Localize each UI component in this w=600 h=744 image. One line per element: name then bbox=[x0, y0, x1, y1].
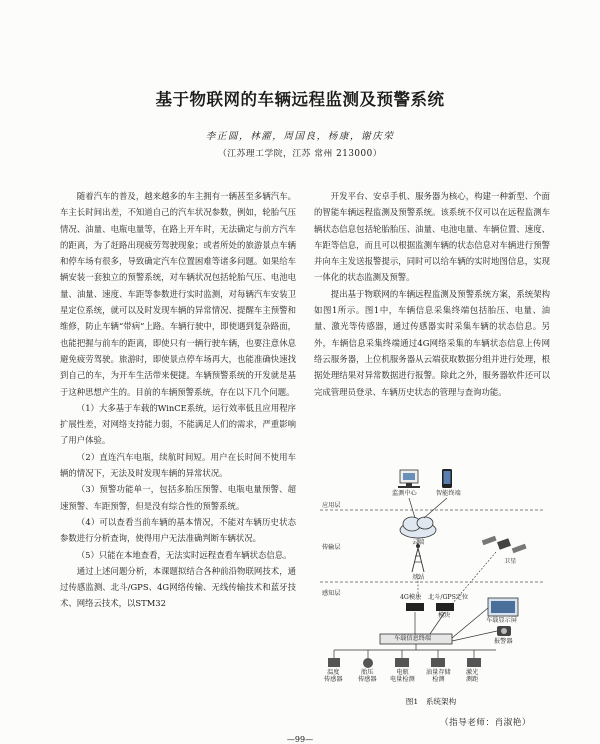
car-display-icon bbox=[488, 598, 518, 616]
paragraph: （1）大多基于车载的WinCE系统，运行效率低且应用程序扩展性差，对网络支持能力弱，不能满足人们的需求，严重影响了用户体验。 bbox=[60, 402, 296, 446]
satellite-icon bbox=[482, 536, 527, 553]
system-architecture-figure bbox=[320, 466, 544, 688]
label-vehicle-terminal: 车载信息终端 bbox=[394, 635, 432, 642]
label-line: 传感器 bbox=[324, 676, 343, 683]
editor-note: （指导老师：肖淑艳） bbox=[440, 718, 531, 728]
gps-module-icon bbox=[436, 603, 454, 611]
label-smart-terminal: 智能终端 bbox=[436, 490, 461, 497]
label-satellite: 卫星 bbox=[504, 558, 517, 565]
label-app-layer: 应用层 bbox=[322, 502, 341, 509]
paper-title: 基于物联网的车辆远程监测及预警系统 bbox=[155, 90, 445, 109]
label-4g-module: 4G模块 bbox=[400, 594, 422, 601]
label-sensing-layer: 感知层 bbox=[322, 590, 341, 597]
label-line: 油量存储 bbox=[426, 669, 451, 676]
body-column-right bbox=[314, 188, 550, 400]
paragraph: 随着汽车的普及，越来越多的车主拥有一辆甚至多辆汽车。车主长时间出差，不知道自己的汽车状况参数，例如，轮胎气压情况、油量、电瓶电量等，在路上开车时，无法确定与前方汽车的距离，为了赶路出现疲劳驾驶现象；或者所处的旅游景点车辆和停车场有很多，导致确定汽车位置困难等诸多问题。如果给车辆安装一套独立的预警系统，对车辆状况包括轮胎气压、电池电量、油量、速度、车距等参数进行实时监测，对每辆汽车安装卫星定位系统，就可以及时发现车辆的异常情况、提醒车主预警和维修，防止车辆“带病”上路。车辆行驶中，即使遇到复杂路面，也能把握与前车的距离，即使只有一辆行驶车辆，也要注意休息避免疲劳驾驶。旅游时，即使景点停车场再大，也能准确快速找到自己的车，为开车生活带来便捷。车辆预警系统的开发就是基于这种思想产生的。目前的车辆预警系统，存在以下几个问题。 bbox=[60, 191, 296, 397]
label-battery bbox=[390, 669, 415, 683]
page-number: —99— bbox=[286, 735, 314, 744]
link-line bbox=[409, 498, 415, 518]
paragraph: （2）直连汽车电瓶，续航时间短。用户在长时间不使用车辆的情况下，无法及时发现车辆的异常状况。 bbox=[60, 451, 296, 479]
label-transport-layer: 传输层 bbox=[322, 544, 341, 551]
label-alarm: 报警器 bbox=[494, 638, 513, 645]
paragraph: 开发平台、安卓手机、服务器为核心，构建一种新型、个面的智能车辆远程监测及预警系统。该系统不仅可以在远程监测车辆状态信息包括轮胎胎压、油量、电池电量、车辆位置、速度、车距等信息，而且可以根据监测车辆的状态信息对车辆进行预警并向车主发送报警提示，同时可以给车辆的实时地图信息，实现一体化的状态监测及预警。 bbox=[314, 191, 550, 283]
label-module: 模块 bbox=[438, 612, 451, 619]
label-line: 传感器 bbox=[358, 676, 377, 683]
label-line: 胎压 bbox=[361, 669, 374, 676]
figure-caption: 图1 系统架构 bbox=[405, 697, 457, 706]
alarm-icon bbox=[497, 626, 511, 636]
body-column-left bbox=[60, 188, 296, 612]
smartphone-icon bbox=[442, 469, 452, 488]
label-cloud: 云端 bbox=[412, 539, 425, 546]
tire-pressure-sensor-icon bbox=[363, 658, 373, 668]
fuel-detector-icon bbox=[431, 658, 445, 667]
label-line: 温度 bbox=[327, 669, 340, 676]
label-fuel bbox=[426, 669, 451, 683]
label-line: 激光 bbox=[466, 669, 479, 676]
label-car-display: 车载显示屏 bbox=[486, 617, 517, 624]
paragraph: （3）预警功能单一，包括多胎压预警、电瓶电量预警、超速预警、车距预警，但是没有综合性的预警系统。 bbox=[60, 484, 296, 511]
battery-detector-icon bbox=[395, 658, 409, 667]
paragraph: （5）只能在本地查看，无法实时远程查看车辆状态信息。 bbox=[76, 549, 292, 560]
label-line: 电量检测 bbox=[390, 676, 415, 683]
paragraph: 提出基于物联网的车辆远程监测及预警系统方案，系统架构如图1所示。图1中，车辆信息采集终端包括胎压、电量、油量、激光等传感器，通过传感器实时采集车辆的状态信息。另外，车辆信息采集终端通过4G网络采集的车辆状态信息上传网络云服务器，上位机服务器从云端获取数据分组并进行处理，根据处理结果对异常数据进行报警。除此之外，服务器软件还可以完成管理员登录、车辆历史状态的管理与查询功能。 bbox=[314, 288, 550, 397]
label-gps-module: 北斗/GPS定位 bbox=[428, 594, 469, 601]
label-line: 测距 bbox=[466, 676, 479, 683]
label-line: 电瓶 bbox=[396, 669, 409, 676]
label-line: 检测 bbox=[432, 676, 445, 683]
label-laser bbox=[466, 669, 478, 683]
4g-module-icon bbox=[406, 603, 424, 611]
monitor-center-icon bbox=[398, 470, 420, 488]
link-line bbox=[424, 498, 447, 518]
paragraph: 通过上述问题分析，本课题拟结合各种前沿物联网技术，通过传感监测、北斗/GPS、4G网络传输、无线传输技术和蓝牙技术、网络云技术，以STM32 bbox=[60, 565, 296, 609]
affiliation: （江苏理工学院，江苏 常州 213000） bbox=[217, 149, 383, 159]
cloud-icon bbox=[400, 517, 436, 538]
label-tire-sensor bbox=[358, 669, 377, 683]
label-monitor-center: 监测中心 bbox=[392, 490, 417, 497]
temperature-sensor-icon bbox=[328, 658, 340, 667]
label-base-station: 基站 bbox=[412, 574, 425, 581]
architecture-diagram bbox=[320, 466, 544, 688]
laser-rangefinder-icon bbox=[467, 658, 481, 667]
authors: 李正圆，林濯，周国良，杨康，谢庆荣 bbox=[205, 131, 395, 142]
base-station-icon bbox=[412, 544, 424, 572]
label-temperature-sensor bbox=[324, 669, 343, 683]
link-line bbox=[452, 608, 488, 638]
paragraph: （4）可以查看当前车辆的基本情况，不能对车辆历史状态参数进行分析查询，使得用户无法准确判断车辆状况。 bbox=[60, 516, 296, 544]
